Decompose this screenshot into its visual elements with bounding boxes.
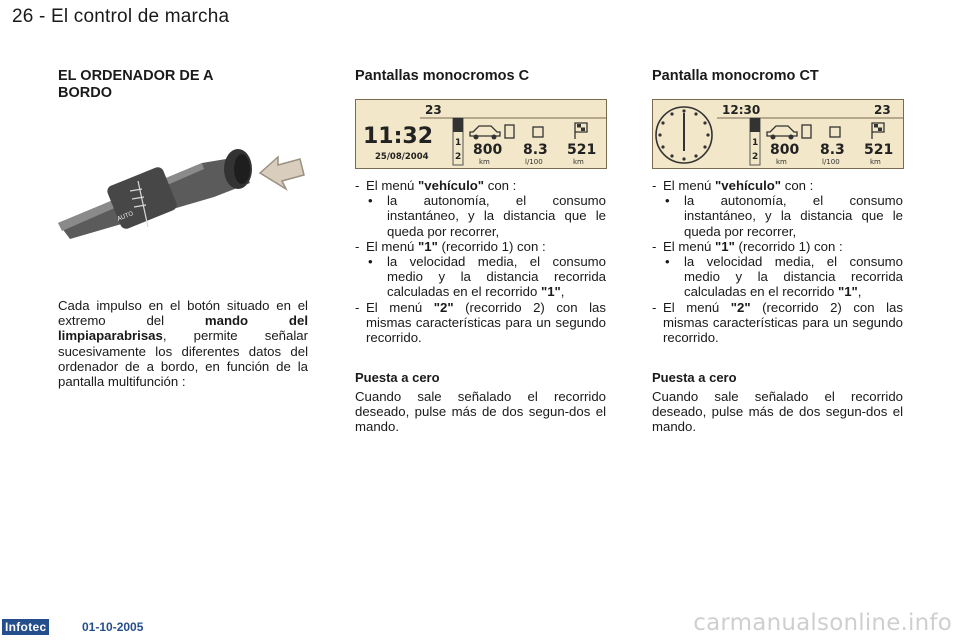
menu-bullet: • la velocidad media, el consumo medio y la distancia recorrida calculadas en el recorrido "1", [355,254,606,300]
display-c-illustration [355,99,607,169]
brand-logo: Infotec [2,619,49,635]
display-c-val1: 800 [473,142,503,158]
wiper-stalk-illustration [52,135,312,245]
display-ct-val3: 521 [864,142,894,158]
display-c-clock: 11:32 [363,124,434,149]
menu-bullet: • la autonomía, el consumo instantáneo, y la distancia que le queda por recorrer, [355,193,606,239]
svg-text:AUTO: AUTO [116,210,135,223]
display-c-unit3: km [573,158,584,166]
display-ct-unit1: km [776,158,787,166]
menu-item: - El menú "vehículo" con : [355,178,606,193]
menu-bullet: • la velocidad media, el consumo medio y la distancia recorrida calculadas en el recorrido "1", [652,254,903,300]
display-ct-val2: 8.3 [820,142,845,158]
display-c-tab2: 2 [455,152,462,162]
page-title: - El control de marcha [39,6,230,27]
reset-heading: Puesta a cero [355,370,440,385]
display-ct-unit3: km [870,158,881,166]
display-ct-val1: 800 [770,142,800,158]
display-ct-tab1: 1 [752,138,759,148]
page-number: 26 [12,6,34,27]
watermark: carmanualsonline.info [693,610,952,636]
reset-text: Cuando sale señalado el recorrido deseado, pulse más de dos segun-dos el mando. [355,389,606,435]
column-ct-body [652,178,903,345]
menu-item: - El menú "2" (recorrido 2) con las mismas características para un segundo recorrido. [355,300,606,346]
reset-text: Cuando sale señalado el recorrido deseado, pulse más de dos segun-dos el mando. [652,389,903,435]
footer-date: 01-10-2005 [82,620,144,634]
reset-section-c [355,370,606,435]
display-c-val3: 521 [567,142,597,158]
menu-item: - El menú "1" (recorrido 1) con : [652,239,903,254]
display-ct-clock: 12:30 [722,103,761,117]
display-c-unit2: l/100 [525,158,543,166]
display-ct-illustration [652,99,904,169]
reset-heading: Puesta a cero [652,370,737,385]
display-c-date: 25/08/2004 [375,152,429,162]
column-c-body [355,178,606,345]
reset-section-ct [652,370,903,435]
intro-paragraph: Cada impulso en el botón situado en el extremo del mando del limpiaparabrisas, permite señalar sucesivamente los diferentes datos del ordenador de a bordo, en función de la pantalla multifunción : [58,298,308,390]
display-ct-temp: 23 [874,103,891,117]
heading-monocromo-ct: Pantalla monocromo CT [652,68,819,84]
display-c-tab1: 1 [455,138,462,148]
menu-item: - El menú "vehículo" con : [652,178,903,193]
display-ct-unit2: l/100 [822,158,840,166]
display-c-val2: 8.3 [523,142,548,158]
display-c-temp: 23 [425,103,442,117]
section-heading: EL ORDENADOR DE A BORDO [58,68,214,101]
display-ct-tab2: 2 [752,152,759,162]
menu-item: - El menú "2" (recorrido 2) con las mismas características para un segundo recorrido. [652,300,903,346]
page-header [12,6,229,28]
display-c-unit1: km [479,158,490,166]
menu-bullet: • la autonomía, el consumo instantáneo, y la distancia que le queda por recorrer, [652,193,903,239]
heading-monocromos-c: Pantallas monocromos C [355,68,530,84]
menu-item: - El menú "1" (recorrido 1) con : [355,239,606,254]
